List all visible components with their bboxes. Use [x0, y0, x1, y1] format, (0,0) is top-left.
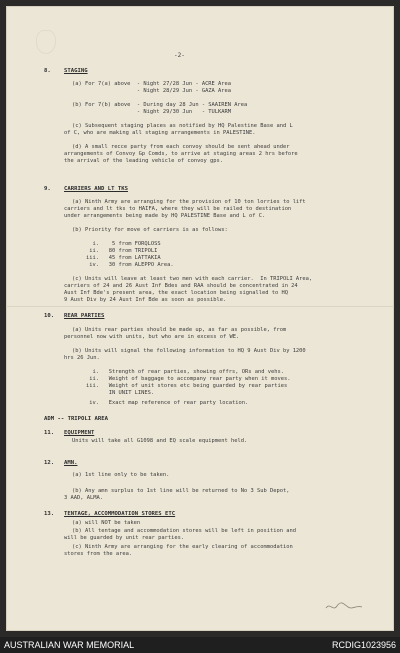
staging-a-line-1: (a) For 7(a) above - Night 27/28 Jun - ACRE Area	[72, 81, 232, 87]
rear-info-item: iii. Weight of unit stores etc being guarded by rear parties	[86, 383, 288, 389]
para-number-8: 8.	[44, 68, 51, 74]
rear-info-item: iv. Exact map reference of rear party location.	[86, 400, 249, 406]
tentage-c-line-2: stores from the area.	[64, 551, 133, 557]
rear-info-item: i. Strength of rear parties, showing offrs, ORs and vehs.	[86, 369, 284, 375]
carriers-c-line-1: (c) Units will leave at least two men with each carrier. In TRIPOLI Area,	[72, 276, 313, 282]
para-number-12: 12.	[44, 460, 55, 466]
carriers-priority-item: iii. 45 from LATTAKIA	[86, 255, 161, 261]
para-number-13: 13.	[44, 511, 55, 517]
para-number-9: 9.	[44, 186, 51, 192]
page-fold-line	[6, 306, 394, 307]
staging-d-line-2: arrangements of Convoy Gp Comds, to arrive at staging areas 2 hrs before	[64, 151, 298, 157]
signature-mark	[324, 600, 364, 612]
staging-d-line-1: (d) A small recce party from each convoy should be sent ahead under	[72, 144, 290, 150]
tentage-a-line-1: (a) will NOT be taken	[72, 520, 141, 526]
carriers-c-line-2: carriers of 24 and 26 Aust Inf Bdes and RAA should be concentrated in 24	[64, 283, 298, 289]
rear-a-line-1: (a) Units rear parties should be made up, as far as possible, from	[72, 327, 287, 333]
heading-amn: AMN.	[64, 460, 78, 466]
staging-a-line-2: - Night 28/29 Jun - GAZA Area	[72, 88, 232, 94]
equipment-line-1: Units will take all G1098 and EQ scale equipment held.	[72, 438, 248, 444]
staging-b-line-2: - Night 29/30 Jun - TULKARM	[72, 109, 232, 115]
carriers-a-line-3: under arrangements being made by HQ PALESTINE Base and L of C.	[64, 213, 266, 219]
rear-b-line-1: (b) Units will signal the following information to HQ 9 Aust Div by 1200	[72, 348, 306, 354]
document-page	[6, 6, 394, 631]
archive-footer-bar	[0, 637, 400, 653]
amn-b-line-1: (b) Any amn surplus to 1st line will be returned to No 3 Sub Depot,	[72, 488, 290, 494]
heading-rear-parties: REAR PARTIES	[64, 313, 105, 319]
tentage-b-line-2: will be guarded by unit rear parties.	[64, 535, 185, 541]
rear-b-line-2: hrs 26 Jun.	[64, 355, 100, 361]
rear-info-item: IN UNIT LINES.	[86, 390, 155, 396]
carriers-priority-item: ii. 80 from TRIPOLI	[86, 248, 158, 254]
archive-name: AUSTRALIAN WAR MEMORIAL	[4, 640, 135, 650]
heading-staging: STAGING	[64, 68, 88, 74]
watermark-crest-icon	[36, 30, 56, 54]
heading-carriers: CARRIERS AND LT TKS	[64, 186, 128, 192]
staging-c-line-1: (c) Subsequent staging places as notified by HQ Palestine Base and L	[72, 123, 293, 129]
carriers-c-line-3: Aust Inf Bde's present area, the exact location being signalled to HQ	[64, 290, 288, 296]
carriers-a-line-2: carriers and lt tks to HAIFA, where they will be railed to destination	[64, 206, 292, 212]
carriers-c-line-4: 9 Aust Div by 24 Aust Inf Bde as soon as possible.	[64, 297, 227, 303]
tentage-c-line-1: (c) Ninth Army are arranging for the early clearing of accommodation	[72, 544, 293, 550]
staging-c-line-2: of C, who are making all staging arrangements in PALESTINE.	[64, 130, 256, 136]
para-number-10: 10.	[44, 313, 55, 319]
amn-a-line-1: (a) 1st line only to be taken.	[72, 472, 170, 478]
heading-tentage: TENTAGE, ACCOMMODATION STORES ETC	[64, 511, 176, 517]
amn-b-line-2: 3 AAD, ALMA.	[64, 495, 103, 501]
carriers-priority-item: i. 5 from FORQLOSS	[86, 241, 161, 247]
rear-info-item: ii. Weight of baggage to accompany rear party when it moves.	[86, 376, 291, 382]
staging-b-line-1: (b) For 7(b) above - During day 28 Jun - SAAIREN Area	[72, 102, 248, 108]
heading-equipment: EQUIPMENT	[64, 430, 95, 436]
staging-d-line-3: the arrival of the leading vehicle of convoy gps.	[64, 158, 224, 164]
tentage-b-line-1: (b) All tentage and accommodation stores will be left in position and	[72, 528, 296, 534]
carriers-b-line-1: (b) Priority for move of carriers is as follows:	[72, 227, 228, 233]
section-heading-adm: ADM -- TRIPOLI AREA	[44, 416, 108, 422]
page-number: -2-	[174, 52, 185, 59]
carriers-priority-item: iv. 30 from ALEPPO Area.	[86, 262, 174, 268]
carriers-a-line-1: (a) Ninth Army are arranging for the provision of 10 ton lorries to lift	[72, 199, 306, 205]
para-number-11: 11.	[44, 430, 55, 436]
rear-a-line-2: personnel now with units, but who are in excess of WE.	[64, 334, 240, 340]
document-id: RCDIG1023956	[331, 640, 396, 650]
